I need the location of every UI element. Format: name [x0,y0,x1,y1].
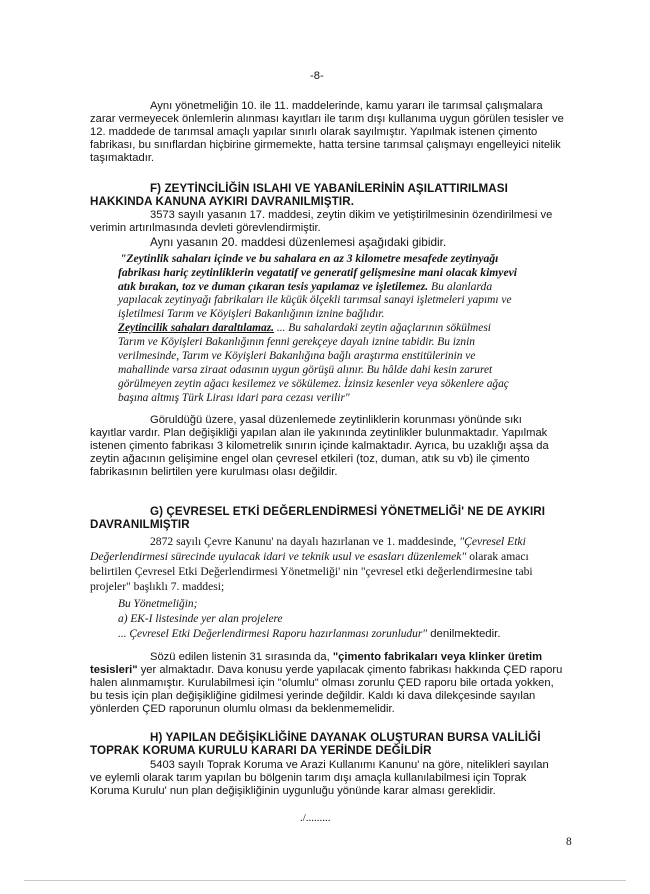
text-span: yer almaktadır. Dava konusu yerde yapılacak çimento fabrikası hakkında ÇED raporu [137,664,563,676]
quote-line: görülmeyen zeytin ağacı kesilemez ve sökülemez. İzinsiz kesenler veya sökenlere ağaç [118,378,509,390]
quote-line: mahallinde varsa ziraat odasının uygun görüşü alınır. Bu hâlde dahi kesin zaruret [118,364,493,376]
section-g-heading: G) ÇEVRESEL ETKİ DEĞERLENDİRMESİ YÖNETMELİĞİ' NE DE AYKIRI [150,505,546,518]
regulation-list-line: Bu Yönetmeliğin; [118,598,198,610]
quote-line [118,280,492,293]
section-h-heading: TOPRAK KORUMA KURULU KARARI DA YERİNDE DEĞİLDİR [90,744,432,757]
text-span: 2872 sayılı Çevre Kanunu' na dayalı hazırlanan ve 1. maddesinde, [150,535,460,548]
quote-line: başına altmış Türk Lirası idari para cezası verilir" [118,392,350,404]
paragraph-line [90,550,529,563]
paragraph-line: zarar vermeyecek önlemlerin alınması kayıtları ile tarım dışı kullanıma uygun görülen tesisler ve [90,113,564,125]
quote-bold-span: Zeytincilik sahaları daraltılamaz. [118,322,274,334]
quote-intro: Aynı yasanın 20. maddesi düzenlemesi aşağıdaki gibidir. [150,235,447,249]
quote-line [118,322,491,335]
italic-span: "Çevresel Etki [459,535,526,548]
text-span: Sözü edilen listenin 31 sırasında da, [150,651,333,663]
bold-span: tesisleri" [90,664,138,676]
page-number: 8 [566,836,572,848]
text-span: olarak amacı [466,550,529,563]
paragraph-line: 12. maddede de tarımsal amaçlı yapılar sınırlı olarak sayılmıştır. Yapılmak istenen çimento [90,126,538,138]
paragraph-line: halen alınmamıştır. Kurulabilmesi için "olumlu" olması zorunlu ÇED raporu bile ortada yokken, [90,677,554,689]
italic-span: ... Çevresel Etki Değerlendirmesi Raporu hazırlanması zorunludur" [118,628,428,640]
paragraph-line: zeytin ağacının gelişimine engel olan çevresel etkileri (toz, duman, atık su vb) ile çimento [90,453,530,465]
paragraph-line: Göruldüğü üzere, yasal düzenlemede zeytinliklerin korunması yönünde sıkı [150,414,522,426]
quote-line: verilmesinde, Tarım ve Köyişleri Bakanlığına bağlı araştırma enstitülerinin ve [118,350,476,362]
quote-line: fabrikası hariç zeytinliklerin vegatatif ve generatif gelişmesine mani olacak kimyevi [118,266,517,279]
paragraph-line: projeler" başlıklı 7. maddesi; [90,580,225,593]
quote-line: yapılacak zeytinyağı fabrikaları ile küçük ölçekli tarımsal sanayi işletmeleri yapımı ve [118,294,512,306]
paragraph-line: kayıtlar vardır. Plan değişikliği yapılan alan ile yakınında zeytinlikler bulunmaktadır. Yapılmak [90,427,548,439]
regulation-list-line: a) EK-I listesinde yer alan projelere [118,613,283,625]
quote-italic-span: Bu alanlarda [428,280,493,293]
quote-italic-span: ... Bu sahalardaki zeytin ağaçlarının sökülmesi [274,322,491,334]
continuation-mark: ./......... [300,812,331,824]
section-g-heading: DAVRANILMIŞTIR [90,518,190,531]
paragraph-line: Aynı yönetmeliğin 10. ile 11. maddelerinde, kamu yararı ile tarımsal çalışmalara [150,100,543,112]
paragraph-line: verimin artırılmasında devleti görevlendirmiştir. [90,222,321,234]
paragraph-line [150,651,542,664]
page-header: -8- [310,70,324,82]
quote-line: "Zeytinlik sahaları içinde ve bu sahalara en az 3 kilometre mesafede zeytinyağı [120,252,499,265]
paragraph-line: yönlerden ÇED raporunun olumlu olması da beklenmemelidir. [90,703,395,715]
section-f-heading: HAKKINDA KANUNA AYKIRI DAVRANILMIŞTIR. [90,195,355,208]
paragraph-line: taşımaktadır. [90,152,155,164]
paragraph-line: istenen çimento fabrikası 3 kilometrelik sınırın içinde kalmaktadır. Ayrıca, bu uzaklığı aşsa da [90,440,549,452]
quote-line: işletilmesi Tarım ve Köyişleri Bakanlığının iznine bağlıdır. [118,308,385,320]
paragraph-line: fabrikasının belirtilen yere kurulması olası değildir. [90,466,338,478]
italic-span: Değerlendirmesi sürecinde uyulacak idari ve teknik usul ve esasları düzenlemek" [90,550,467,563]
paragraph-line [90,664,562,677]
section-h-heading: H) YAPILAN DEĞİŞİKLİĞİNE DAYANAK OLUŞTURAN BURSA VALİLİĞİ [150,731,541,744]
paragraph-line: Koruma Kurulu' nun plan değişikliğinin uygunluğu yönünde karar alması gereklidir. [90,785,496,797]
text-span: denilmektedir. [427,628,501,640]
paragraph-line: ve eylemli olarak tarım yapılan bu bölgenin tarım dışı amaçla kullanılabilmesi için Toprak [90,772,527,784]
paragraph-line: 3573 sayılı yasanın 17. maddesi, zeytin dikim ve yetiştirilmesinin özendirilmesi ve [150,209,553,221]
bold-span: "çimento fabrikaları veya klinker üretim [332,651,543,663]
quote-line: Tarım ve Köyişleri Bakanlığının fenni gerekçeye dayalı iznine tabidir. Bu iznin [118,336,475,348]
quote-bold-span: atık bırakan, toz ve duman çıkaran tesis yapılamaz ve işletilemez. [118,280,429,293]
paragraph-line: fabrikası, bu sınıflardan hiçbirine girmemekte, hatta tersine tarımsal çalışmayı engelleyici nitelik [90,139,561,151]
paragraph-line: bu tesis için plan değişikliğine gidilmesi yerinde değildir. Kaldı ki dava dilekçesinde sayılan [90,690,536,702]
section-f-heading: F) ZEYTİNCİLİĞİN ISLAHI VE YABANİLERİNİN AŞILATTIRILMASI [150,182,508,195]
paragraph-line: 5403 sayılı Toprak Koruma ve Arazi Kullanımı Kanunu' na göre, nitelikleri sayılan [150,759,549,771]
regulation-list-line [118,628,501,641]
paragraph-line: belirtilen Çevresel Etki Değerlendirmesi Yönetmeliği' nin "çevresel etki değerlendirmesine tabi [90,565,533,578]
bottom-scan-rule [24,880,626,881]
paragraph-line [150,535,526,548]
